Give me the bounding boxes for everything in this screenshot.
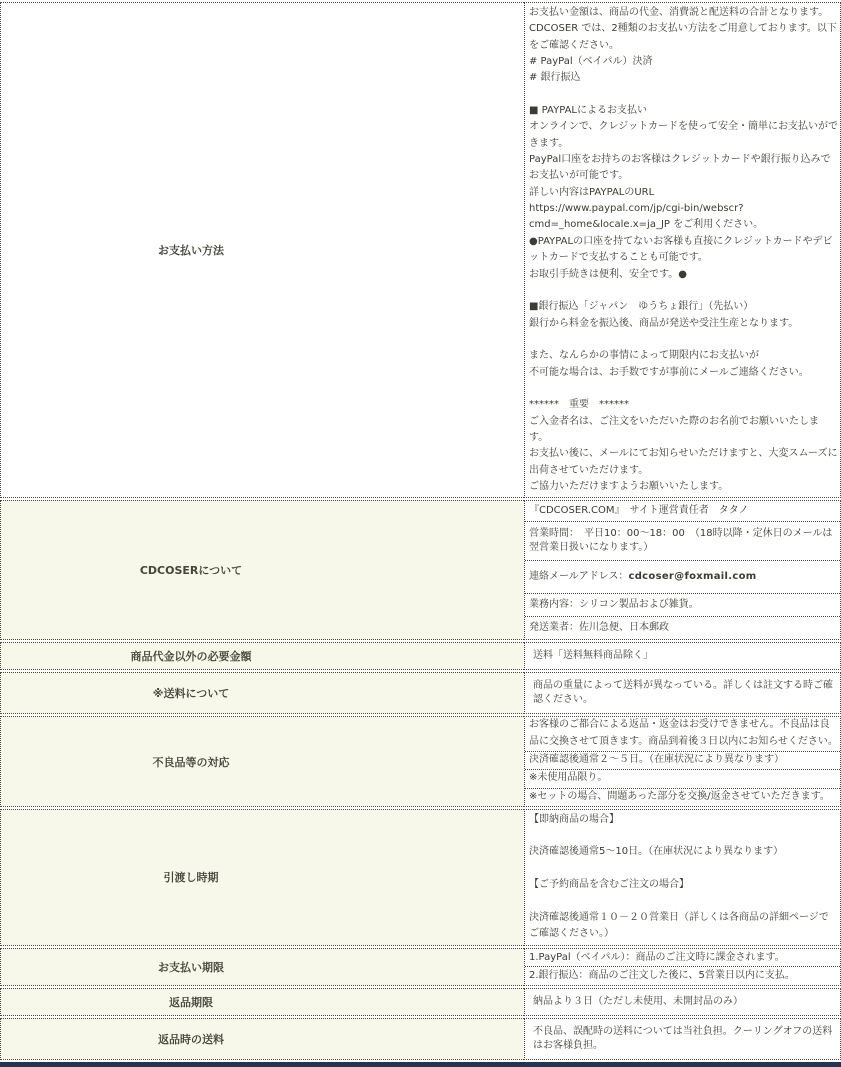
row-shipping-note bbox=[0, 672, 841, 714]
text-line: ご協力いただけますようお願いいたします。 bbox=[529, 480, 729, 492]
row-label-return-deadline: 返品期限 bbox=[0, 988, 524, 1016]
text-line: お支払い後に、メールにてお知らせいただけますと、大変スムーズに出荷させていただけます。 bbox=[529, 448, 838, 476]
row-label-payment-method: お支払い方法 bbox=[0, 2, 524, 498]
text-line: ご入金者名は、ご注文をいただいた際のお名前でお願いいたします。 bbox=[529, 415, 819, 443]
text-line: ■ PAYPALによるお支払い bbox=[529, 105, 647, 117]
row-return-shipping bbox=[0, 1018, 841, 1060]
row-label-defective-items: 不良品等の対応 bbox=[0, 716, 524, 806]
next-section-bar bbox=[0, 1062, 841, 1067]
defective-items-content bbox=[524, 716, 841, 806]
site-operator-line: 『CDCOSER.COM』 サイト運営責任者 タタノ bbox=[529, 505, 749, 517]
row-label-payment-deadline: お支払い期限 bbox=[0, 948, 524, 986]
contact-email: cdcoser@foxmail.com bbox=[628, 571, 757, 583]
text-line: お取引手続きは便利、安全です。● bbox=[529, 268, 687, 280]
text-line: https://www.paypal.com/jp/cgi-bin/webscr?cmd=_home&locale.x=ja_JP をご利用ください。 bbox=[529, 203, 764, 231]
text-line: 【即納商品の場合】 bbox=[529, 813, 619, 825]
text-line: オンラインで、クレジットカードを使って安全・簡単にお支払いができます。 bbox=[529, 121, 838, 149]
row-payment-method bbox=[0, 2, 841, 498]
row-label-delivery-time: 引渡し時期 bbox=[0, 809, 524, 946]
text-line: ■銀行振込「ジャパン ゆうちょ銀行」（先払い） bbox=[529, 301, 754, 313]
text-line: 銀行から料金を振込後、商品が発送や受注生産となります。 bbox=[529, 317, 799, 329]
exchange-time-line: 決済確認後通常２～５日。（在庫状況により異なります） bbox=[525, 751, 840, 769]
paypal-deadline-line: 1.PayPal（ベイパル）：商品のご注文時に課金されます。 bbox=[529, 951, 785, 963]
text-line: ●PAYPALの口座を持てないお客様も直接にクレジットカードやデビットカードで支払することも可能です。 bbox=[529, 235, 833, 264]
row-delivery-time bbox=[0, 809, 841, 946]
text-line: CDCOSER では、2種類のお支払い方法をご用意しております。以下をご確認ください。 bbox=[529, 23, 837, 51]
text-line: 詳しい内容はPAYPALのURL bbox=[529, 186, 655, 198]
text-line bbox=[529, 381, 838, 397]
row-label-shipping-note: ※送料について bbox=[0, 672, 524, 714]
return-shipping-content bbox=[524, 1018, 841, 1060]
contact-email-line bbox=[525, 560, 840, 593]
row-label-return-shipping: 返品時の送料 bbox=[0, 1018, 524, 1060]
text-line: また、なんらかの事情によって期限内にお支払いが bbox=[529, 350, 759, 362]
text-line: 決済確認後通常１０－２０営業日（詳しくは各商品の詳細ページでご確認ください。） bbox=[529, 911, 829, 940]
shipping-carriers-line: 発送業者：佐川急便、日本郵政 bbox=[525, 616, 840, 639]
text-line: 送料「送料無料商品除く」 bbox=[533, 650, 653, 662]
row-extra-charges bbox=[0, 642, 841, 670]
text-line: # 銀行振込 bbox=[529, 72, 581, 84]
text-line: 納品より３日（ただし未使用、未開封品のみ） bbox=[533, 995, 743, 1007]
set-exchange-line: ※セットの場合、問題あった部分を交換/返金させていただきます。 bbox=[525, 788, 840, 806]
text-line bbox=[529, 87, 838, 103]
text-line: 商品の重量によって送料が異なっている。詳しくは註文する時ご確認ください。 bbox=[533, 680, 833, 706]
returns-policy-line: お客様のご都合による返品・返金はお受けできません。不良品は良品に交換させて頂きます。商品到着後３日以内にお知らせください。 bbox=[529, 719, 838, 747]
text-line bbox=[529, 332, 838, 348]
row-return-deadline bbox=[0, 988, 841, 1016]
text-line: お支払い金額は、商品の代金、消費説と配送料の合計となります。 bbox=[529, 7, 829, 18]
row-payment-deadline bbox=[0, 948, 841, 986]
business-description-line: 業務内容：シリコン製品および雑貨。 bbox=[525, 593, 840, 616]
about-cdcoser-content bbox=[524, 500, 841, 640]
text-line bbox=[529, 283, 838, 299]
payment-deadline-content bbox=[524, 948, 841, 986]
text-line bbox=[529, 861, 838, 877]
extra-charges-content bbox=[524, 642, 841, 670]
row-label-about-cdcoser: CDCOSERについて bbox=[0, 500, 524, 640]
return-deadline-content bbox=[524, 988, 841, 1016]
delivery-time-content bbox=[524, 809, 841, 946]
text-line: # PayPal（ベイパル）決済 bbox=[529, 56, 653, 68]
text-line: 不可能な場合は、お手数ですが事前にメールご連絡ください。 bbox=[529, 366, 809, 378]
text-line: 決済確認後通常5～10日。（在庫状況により異なります） bbox=[529, 846, 784, 858]
text-line: 不良品、誤配時の送料については当社負担。クーリングオフの送料はお客様負担。 bbox=[533, 1025, 833, 1051]
bank-deadline-line: 2.銀行振込：商品のご注文した後に、5営業日以内に支払。 bbox=[525, 966, 840, 985]
row-defective-items bbox=[0, 716, 841, 806]
text-line bbox=[529, 828, 838, 844]
text-line bbox=[529, 894, 838, 910]
payment-method-content bbox=[524, 2, 841, 498]
text-line: 【ご予約商品を含むご注文の場合】 bbox=[529, 879, 689, 891]
business-hours-line: 営業時間： 平日10：00～18：00 （18時以降・定休日のメールは翌営業日扱いになります。） bbox=[525, 521, 840, 560]
text-line: ****** 重要 ****** bbox=[529, 399, 629, 411]
contact-email-label: 連絡メールアドレス： bbox=[529, 571, 629, 583]
row-about-cdcoser bbox=[0, 500, 841, 640]
shipping-note-content bbox=[524, 672, 841, 714]
row-label-extra-charges: 商品代金以外の必要金額 bbox=[0, 642, 524, 670]
text-line: PayPal口座をお持ちのお客様はクレジットカードや銀行振り込みでお支払いが可能です。 bbox=[529, 154, 831, 182]
unused-only-line: ※未使用品限り。 bbox=[525, 769, 840, 787]
